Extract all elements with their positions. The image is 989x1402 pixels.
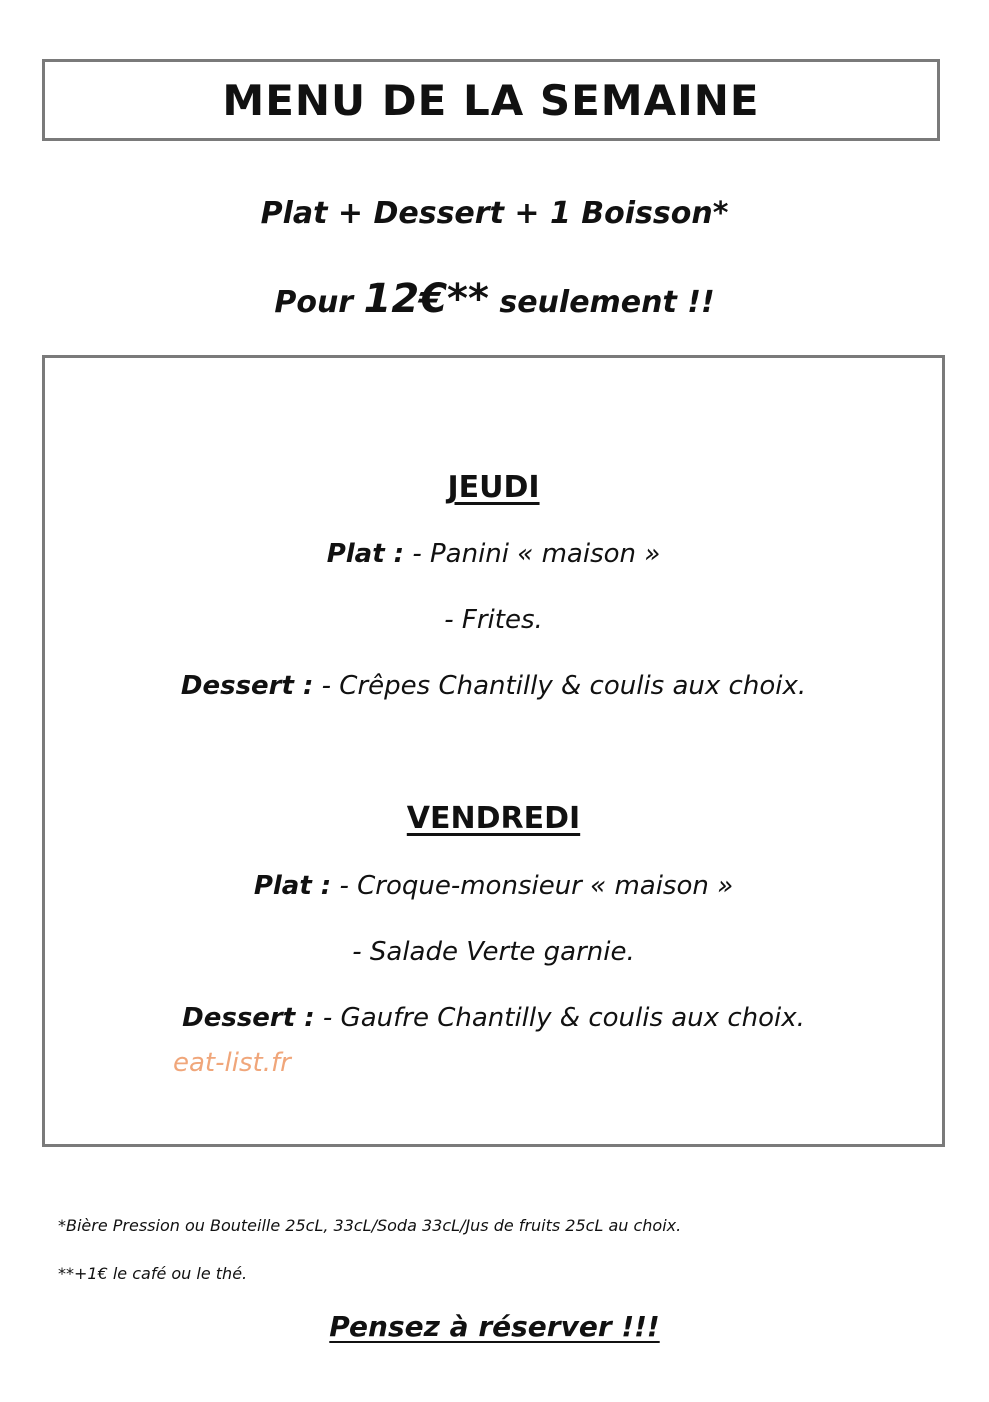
footnote-drinks: *Bière Pression ou Bouteille 25cL, 33cL/Soda 33cL/Jus de fruits 25cL au choix. xyxy=(58,1216,682,1235)
vendredi-plat-label: Plat : xyxy=(253,871,332,901)
jeudi-dessert-label: Dessert : xyxy=(180,671,314,701)
footnote-coffee: **+1€ le café ou le thé. xyxy=(58,1264,248,1283)
vendredi-dessert-item: - Gaufre Chantilly & coulis aux choix. xyxy=(322,1003,805,1033)
offer-line: Plat + Dessert + 1 Boisson* xyxy=(260,196,729,231)
jeudi-dessert-item: - Crêpes Chantilly & coulis aux choix. xyxy=(321,671,807,701)
offer-suffix: seulement !! xyxy=(499,285,715,320)
vendredi-plat-item-2: - Salade Verte garnie. xyxy=(352,937,635,967)
jeudi-plat-line xyxy=(45,539,942,569)
vendredi-dessert-label: Dessert : xyxy=(182,1003,315,1033)
reserve-notice: Pensez à réserver !!! xyxy=(329,1310,660,1343)
vendredi-plat-item-1: - Croque-monsieur « maison » xyxy=(339,871,734,901)
watermark-text: eat-list.fr xyxy=(173,1048,291,1078)
offer-price: 12€** xyxy=(363,276,489,322)
jeudi-plat-item-1: - Panini « maison » xyxy=(412,539,661,569)
day-heading-vendredi: VENDREDI xyxy=(406,801,581,836)
offer-prefix: Pour xyxy=(274,285,354,320)
jeudi-dessert-line xyxy=(45,671,942,701)
offer-price-line xyxy=(0,276,989,322)
day-heading-jeudi: JEUDI xyxy=(447,470,540,505)
vendredi-dessert-line xyxy=(45,1003,942,1033)
title-box xyxy=(42,59,940,141)
vendredi-plat-line xyxy=(45,871,942,901)
page-title: MENU DE LA SEMAINE xyxy=(222,75,760,125)
jeudi-plat-label: Plat : xyxy=(326,539,405,569)
menu-box xyxy=(42,355,945,1147)
jeudi-plat-item-2: - Frites. xyxy=(444,605,543,635)
